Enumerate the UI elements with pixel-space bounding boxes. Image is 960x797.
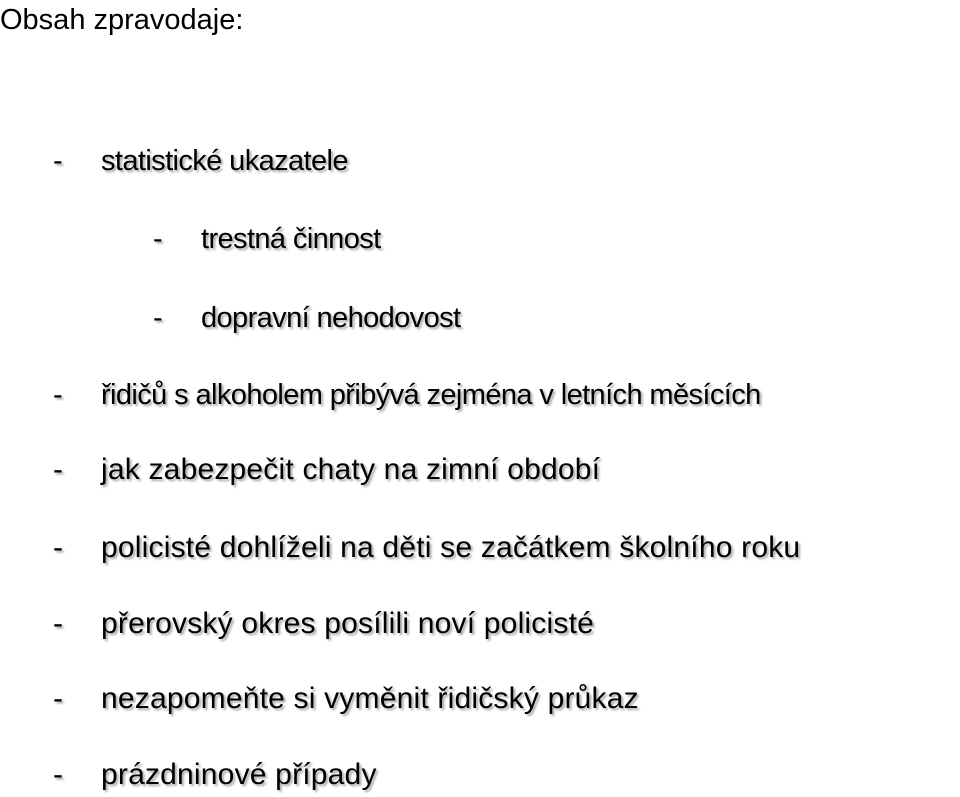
- list-item-text: jak zabezpečit chaty na zimní období: [101, 453, 601, 486]
- dash-bullet: -: [53, 531, 64, 564]
- list-item-text: statistické ukazatele: [101, 145, 348, 177]
- list-item-text: řidičů s alkoholem přibývá zejména v letních měsících: [101, 379, 761, 411]
- dash-bullet: -: [153, 302, 163, 334]
- dash-bullet: -: [53, 379, 63, 411]
- list-item-text: policisté dohlíželi na děti se začátkem školního roku: [101, 531, 801, 564]
- dash-bullet: -: [53, 682, 64, 715]
- dash-bullet: -: [153, 223, 163, 255]
- list-item-text: trestná činnost: [201, 223, 381, 255]
- list-item-text: přerovský okres posílili noví policisté: [101, 607, 594, 640]
- list-item-text: dopravní nehodovost: [201, 302, 461, 334]
- dash-bullet: -: [53, 453, 64, 486]
- dash-bullet: -: [53, 145, 63, 177]
- list-item-text: prázdninové případy: [101, 758, 377, 791]
- dash-bullet: -: [53, 758, 64, 791]
- dash-bullet: -: [53, 607, 64, 640]
- list-item-text: nezapomeňte si vyměnit řidičský průkaz: [101, 682, 639, 715]
- newsletter-contents-heading: Obsah zpravodaje:: [0, 4, 244, 36]
